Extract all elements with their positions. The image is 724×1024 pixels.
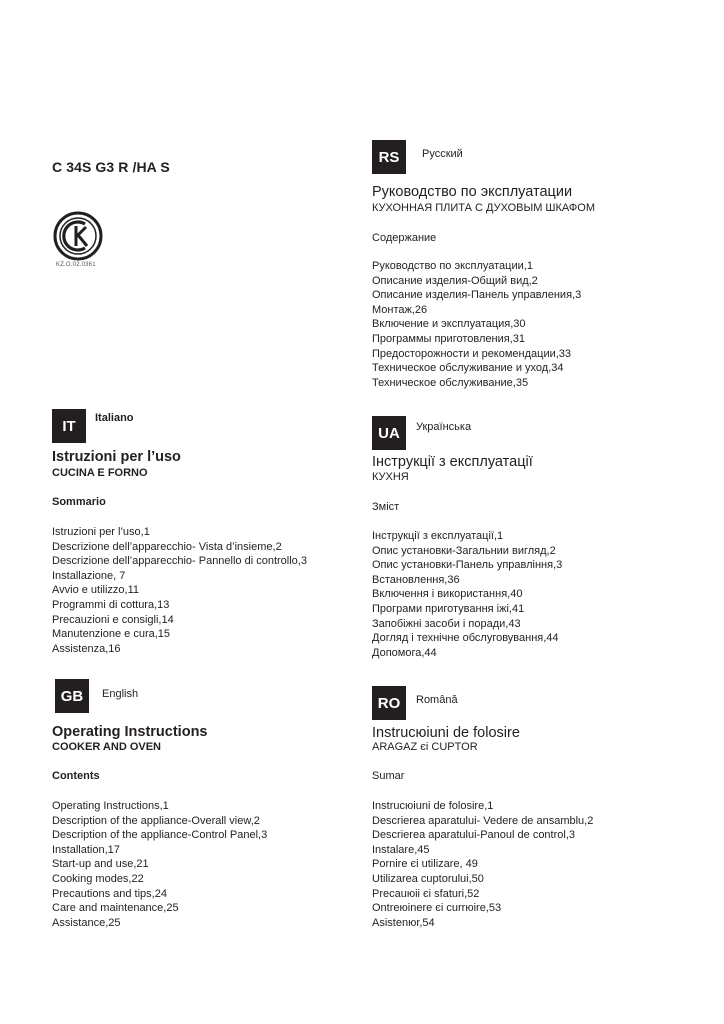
toc-item: Assistance,25 <box>52 916 121 929</box>
section-subtitle-ua: КУХНЯ <box>372 471 409 483</box>
toc-item: Instrucюiuni de folosire,1 <box>372 800 494 812</box>
toc-item: Operating Instructions,1 <box>52 800 169 812</box>
section-subtitle-rs: КУХОННАЯ ПЛИТА С ДУХОВЫМ ШКАФОМ <box>372 202 595 214</box>
section-title-ro: Instrucюiuni de folosire <box>372 725 520 741</box>
toc-item: Предосторожности и рекомендации,33 <box>372 347 572 360</box>
section-subtitle-it: CUCINA E FORNO <box>52 467 148 479</box>
toc-item: Описание изделия-Общий вид,2 <box>372 274 538 287</box>
contents-label-gb: Contents <box>52 770 100 782</box>
toc-list-rs <box>372 259 581 390</box>
certification-number: KZ.O.02.0361 <box>56 262 96 268</box>
toc-item: Техническое обслуживание,35 <box>372 376 529 389</box>
toc-list-it <box>52 525 307 656</box>
toc-item: Care and maintenance,25 <box>52 902 179 915</box>
certification-logo <box>52 210 104 262</box>
language-badge-ua: UA <box>372 416 406 450</box>
language-name-ro: Română <box>416 694 458 706</box>
toc-item: Programmi di cottura,13 <box>52 598 170 611</box>
toc-item: Программы приготовления,31 <box>372 332 525 345</box>
toc-item: Utilizarea cuptorului,50 <box>372 872 484 885</box>
toc-item: Istruzioni per l’uso,1 <box>52 526 150 538</box>
toc-item: Descrierea aparatului- Vedere de ansamblu,2 <box>372 814 594 827</box>
toc-item: Встановлення,36 <box>372 573 460 586</box>
toc-item: Pornire єi utilizare, 49 <box>372 858 478 871</box>
section-title-gb: Operating Instructions <box>52 724 208 740</box>
toc-item: Догляд і технічне обслуговування,44 <box>372 632 559 645</box>
toc-item: Cooking modes,22 <box>52 872 144 885</box>
toc-item: Installation,17 <box>52 843 120 856</box>
toc-item: Ontreюinere єi currюire,53 <box>372 902 502 915</box>
language-badge-rs: RS <box>372 140 406 174</box>
toc-item: Installazione, 7 <box>52 569 126 582</box>
toc-item: Програми приготування іжі,41 <box>372 602 525 615</box>
toc-item: Descrierea aparatului-Panoul de control,3 <box>372 829 576 842</box>
language-badge-gb: GB <box>55 679 89 713</box>
toc-item: Опис установки-Загальнии вигляд,2 <box>372 544 556 557</box>
toc-item: Descrizione dell’apparecchio- Pannello di controllo,3 <box>52 555 307 568</box>
language-name-ua: Українська <box>416 421 472 433</box>
contents-label-rs: Содержание <box>372 232 437 244</box>
section-title-rs: Руководство по эксплуатации <box>372 184 573 200</box>
toc-item: Precauzioni e consigli,14 <box>52 613 174 626</box>
section-title-it: Istruzioni per l’uso <box>52 449 181 465</box>
toc-item: Precauюii єi sfaturi,52 <box>372 887 480 900</box>
language-name-rs: Русский <box>422 148 463 160</box>
language-name-it: Italiano <box>95 412 134 424</box>
toc-item: Руководство по эксплуатации,1 <box>372 260 533 272</box>
toc-list-ro <box>372 799 593 930</box>
toc-item: Avvio e utilizzo,11 <box>52 584 140 597</box>
contents-label-ua: Зміст <box>372 501 400 513</box>
language-badge-ro: RO <box>372 686 406 720</box>
toc-item: Включення і використання,40 <box>372 588 523 601</box>
toc-item: Допомога,44 <box>372 646 437 659</box>
toc-item: Description of the appliance-Control Panel,3 <box>52 829 268 842</box>
toc-item: Start-up and use,21 <box>52 858 149 871</box>
language-badge-it: IT <box>52 409 86 443</box>
toc-item: Descrizione dell’apparecchio- Vista d’insieme,2 <box>52 540 282 553</box>
section-title-ua: Інструкції з експлуатації <box>372 454 533 470</box>
toc-item: Монтаж,26 <box>372 303 428 316</box>
toc-item: Описание изделия-Панель управления,3 <box>372 289 582 302</box>
toc-item: Включение и эксплуатация,30 <box>372 318 526 331</box>
contents-label-ro: Sumar <box>372 770 405 782</box>
toc-item: Опис установки-Панель управління,3 <box>372 559 563 572</box>
model-number: C 34S G3 R /HA S <box>52 159 170 175</box>
toc-item: Precautions and tips,24 <box>52 887 167 900</box>
toc-item: Description of the appliance-Overall view,2 <box>52 814 260 827</box>
toc-item: Техническое обслуживание и уход,34 <box>372 362 564 375</box>
toc-item: Інструкції з експлуатації,1 <box>372 530 504 542</box>
toc-item: Assistenza,16 <box>52 642 121 655</box>
contents-label-it: Sommario <box>52 496 106 508</box>
toc-item: Manutenzione e cura,15 <box>52 628 171 641</box>
toc-item: Instalare,45 <box>372 843 430 856</box>
toc-list-ua <box>372 529 562 660</box>
section-subtitle-ro: ARAGAZ єi CUPTOR <box>372 741 478 753</box>
toc-list-gb <box>52 799 267 930</box>
section-subtitle-gb: COOKER AND OVEN <box>52 741 161 753</box>
language-name-gb: English <box>102 688 139 700</box>
toc-item: Asistenюr,54 <box>372 916 435 929</box>
toc-item: Запобіжні засоби і поради,43 <box>372 617 521 630</box>
